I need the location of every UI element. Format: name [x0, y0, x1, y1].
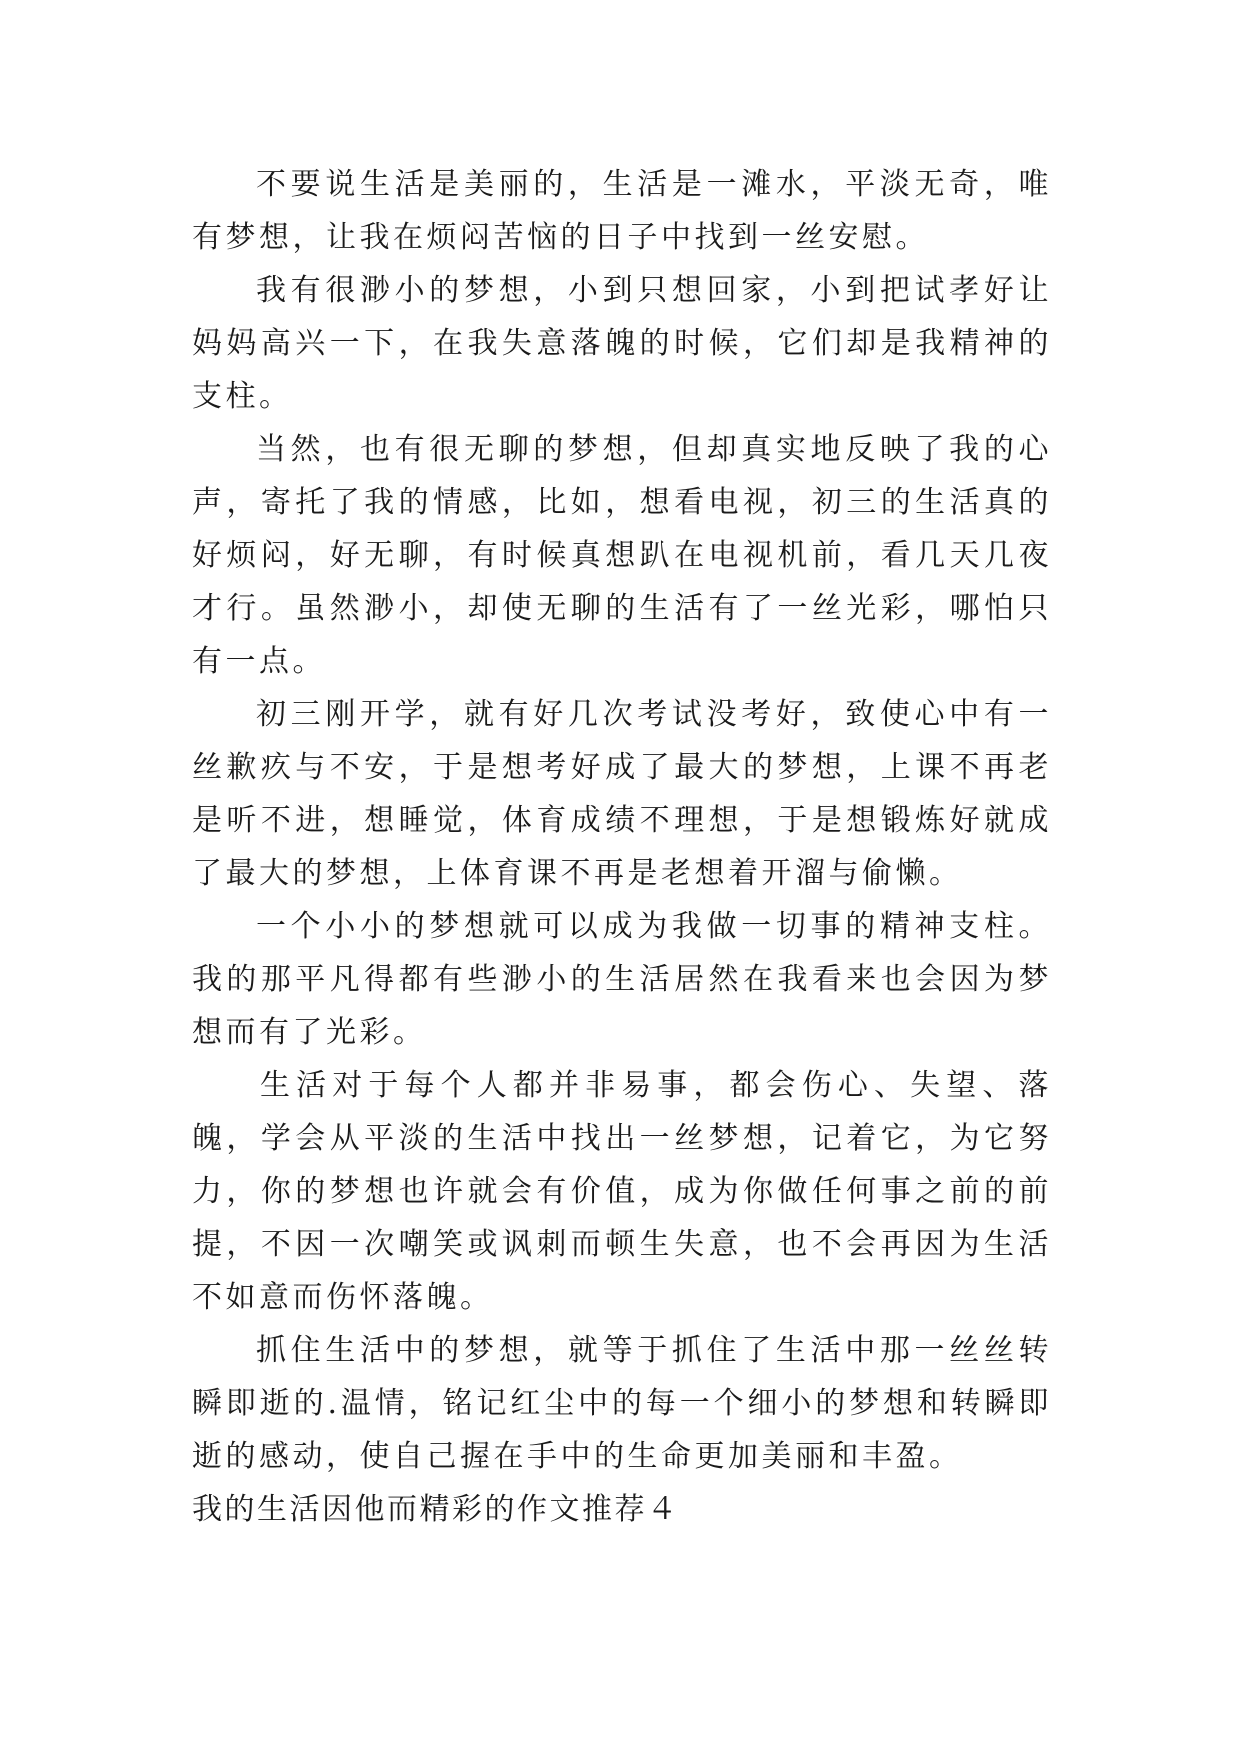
paragraph: 抓住生活中的梦想，就等于抓住了生活中那一丝丝转瞬即逝的.温情，铭记红尘中的每一个细小的梦想和转瞬即逝的感动，使自己握在手中的生命更加美丽和丰盈。	[192, 1333, 1052, 1474]
paragraph: 当然，也有很无聊的梦想，但却真实地反映了我的心声，寄托了我的情感，比如，想看电视，初三的生活真的好烦闷，好无聊，有时候真想趴在电视机前，看几天几夜才行。虽然渺小，却使无聊的生活有了一丝光彩，哪怕只有一点。	[192, 432, 1052, 679]
paragraph: 生活对于每个人都并非易事，都会伤心、失望、落魄，学会从平淡的生活中找出一丝梦想，记着它，为它努力，你的梦想也许就会有价值，成为你做任何事之前的前提，不因一次嘲笑或讽刺而顿生失意，也不会再因为生活不如意而伤怀落魄。	[192, 1068, 1052, 1315]
section-heading: 我的生活因他而精彩的作文推荐４	[192, 1492, 680, 1527]
paragraph: 一个小小的梦想就可以成为我做一切事的精神支柱。我的那平凡得都有些渺小的生活居然在我看来也会因为梦想而有了光彩。	[192, 909, 1052, 1050]
paragraph: 初三刚开学，就有好几次考试没考好，致使心中有一丝歉疚与不安，于是想考好成了最大的梦想，上课不再老是听不进，想睡觉，体育成绩不理想，于是想锻炼好就成了最大的梦想，上体育课不再是老想着开溜与偷懒。	[192, 697, 1052, 891]
document-body	[192, 158, 1052, 1536]
paragraph: 我有很渺小的梦想，小到只想回家，小到把试孝好让妈妈高兴一下，在我失意落魄的时候，它们却是我精神的支柱。	[192, 273, 1052, 414]
paragraph: 不要说生活是美丽的，生活是一滩水，平淡无奇，唯有梦想，让我在烦闷苦恼的日子中找到一丝安慰。	[192, 167, 1052, 255]
